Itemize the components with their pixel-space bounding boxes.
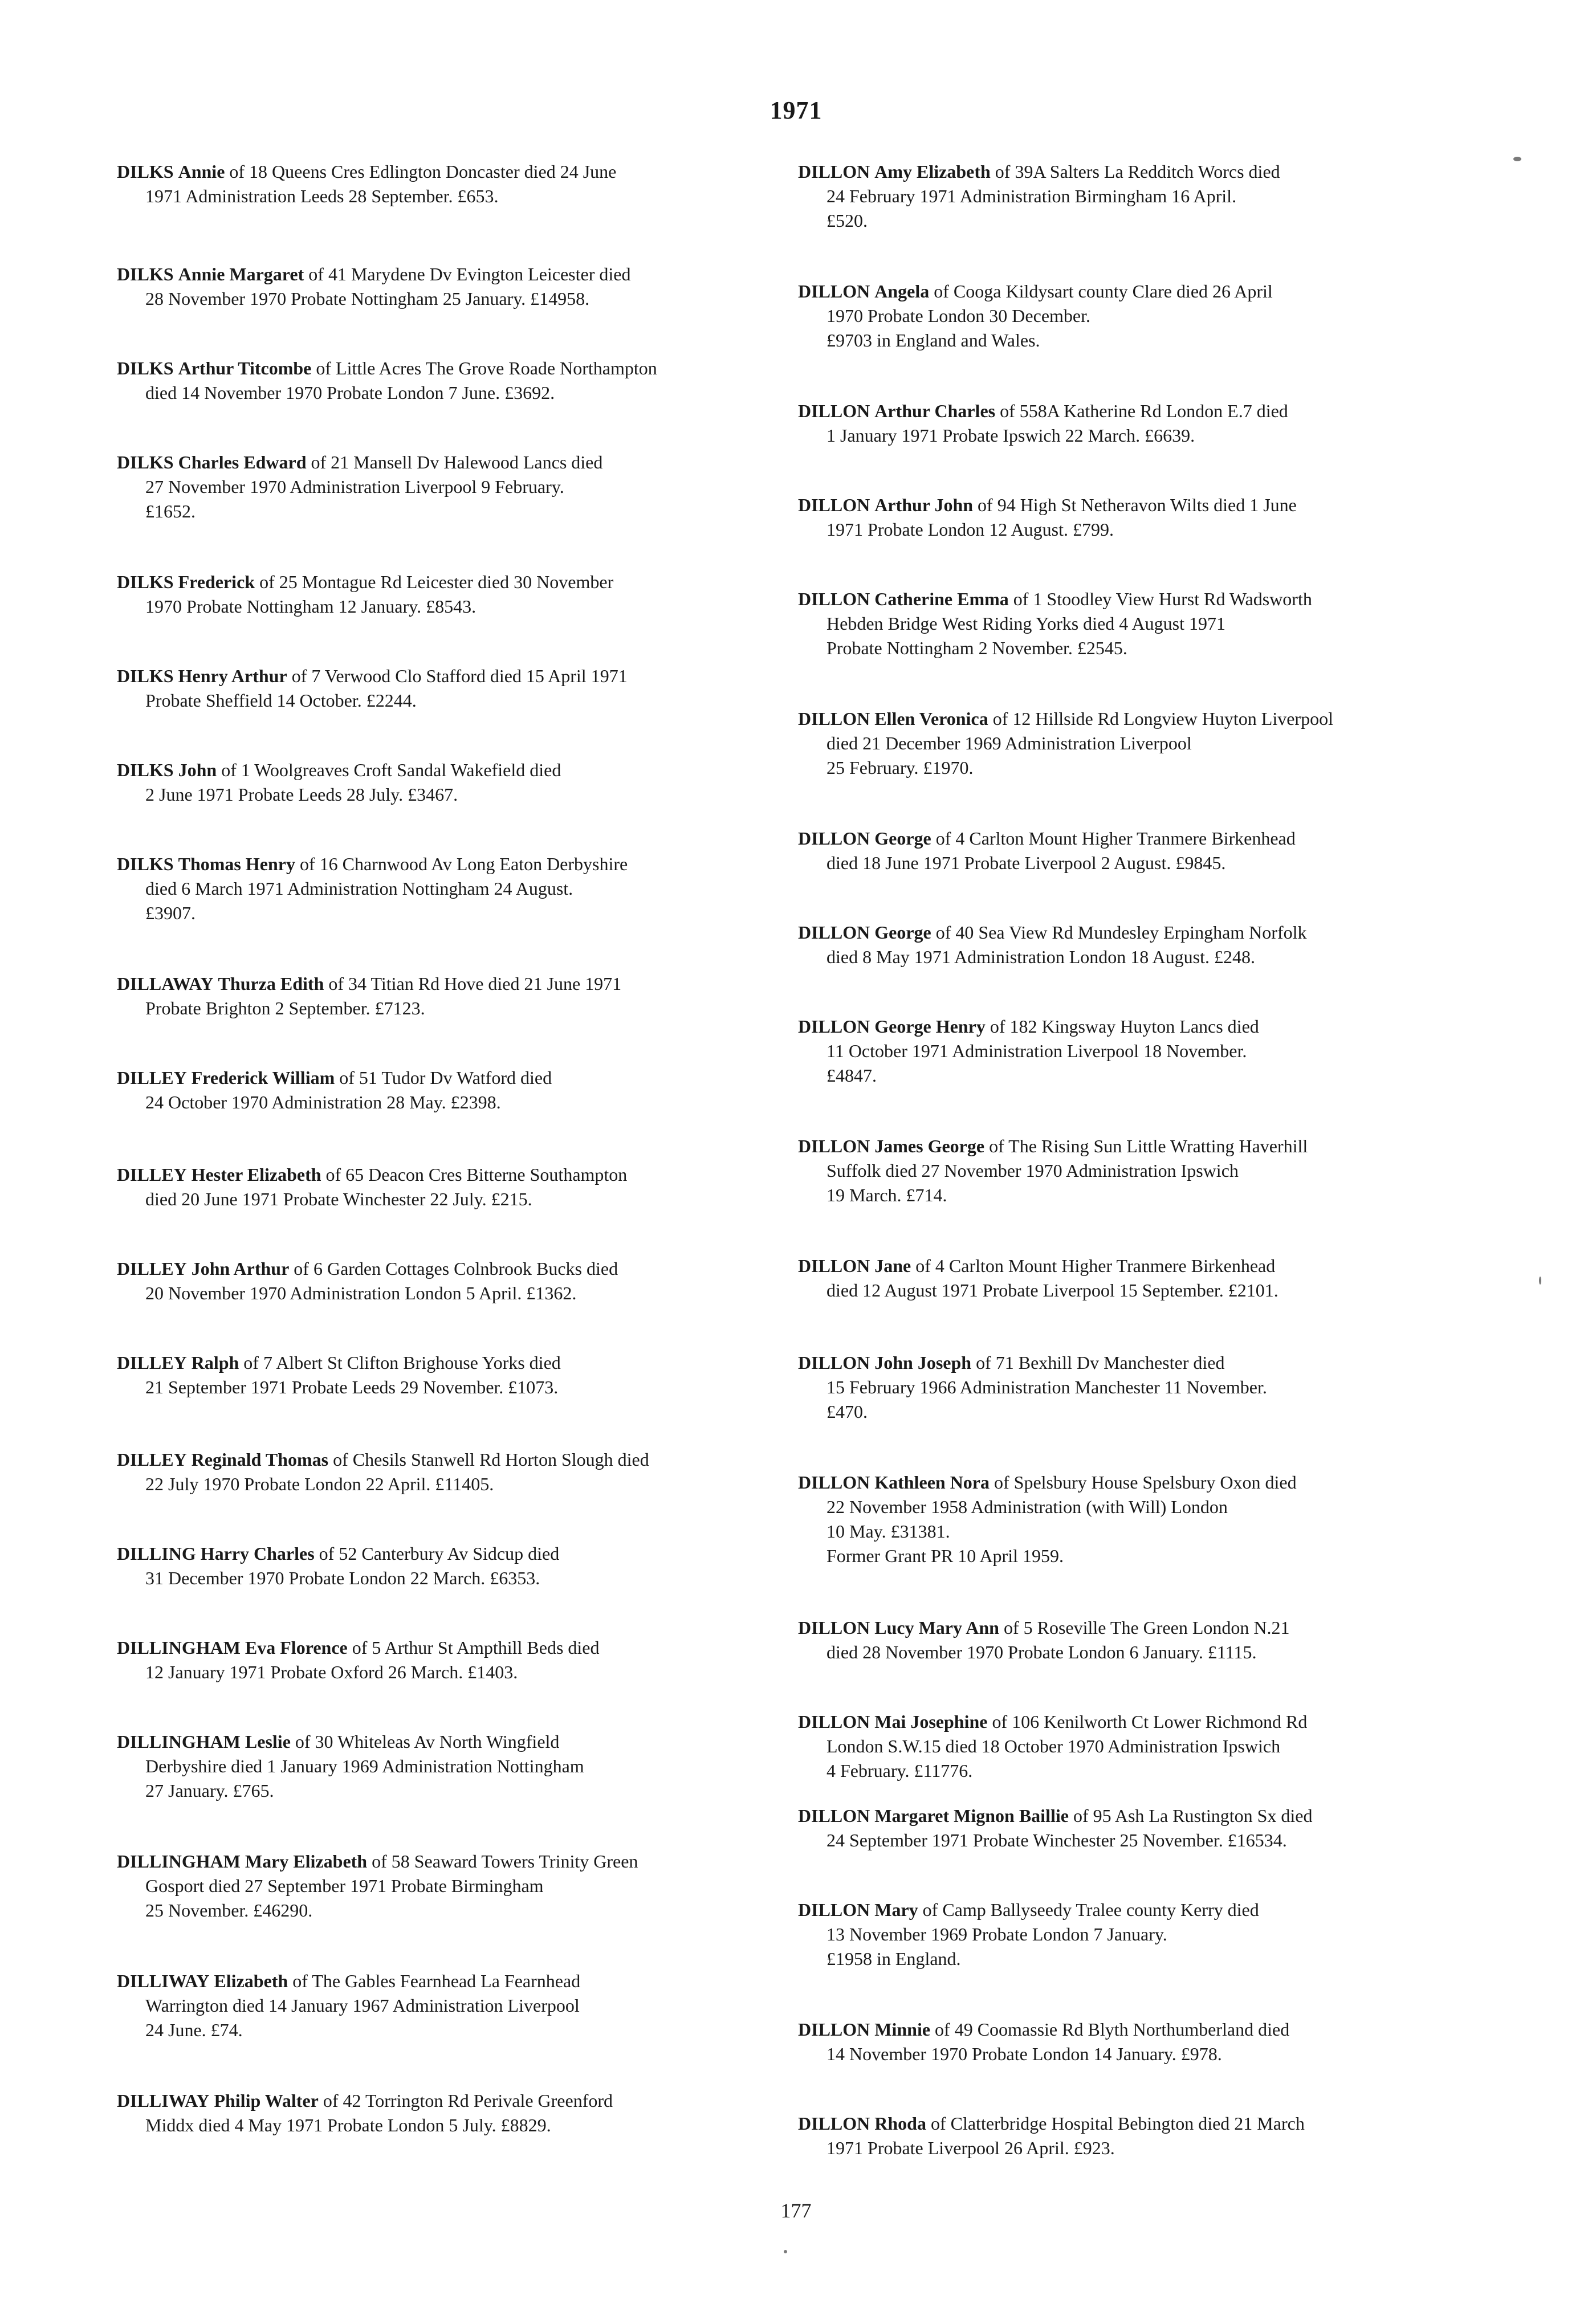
entry-forenames: John Arthur: [191, 1258, 290, 1279]
probate-entry: [117, 1542, 778, 1591]
entry-continuation-line: 2 June 1971 Probate Leeds 28 July. £3467.: [145, 784, 458, 805]
entry-forenames: Hester Elizabeth: [191, 1164, 321, 1185]
entry-continuation-line: 4 February. £11776.: [826, 1760, 973, 1781]
entry-continuation-line: 27 January. £765.: [145, 1780, 274, 1801]
probate-entry: [798, 399, 1476, 448]
entry-forenames: John Joseph: [874, 1352, 972, 1373]
entry-details: of 1 Stoodley View Hurst Rd Wadsworth: [1013, 589, 1312, 609]
entry-details: of 4 Carlton Mount Higher Tranmere Birkenhead: [915, 1255, 1276, 1276]
entry-first-line: [798, 1351, 1476, 1375]
entry-continuation-line: Derbyshire died 1 January 1969 Administration Nottingham: [145, 1756, 584, 1776]
entry-forenames: Eva Florence: [245, 1637, 348, 1658]
probate-entry: [798, 1470, 1476, 1568]
scan-speck: [784, 2250, 787, 2253]
probate-entry: [798, 1351, 1476, 1424]
entry-forenames: Rhoda: [874, 2113, 926, 2134]
entry-details: of 12 Hillside Rd Longview Huyton Liverpool: [992, 708, 1333, 729]
entry-first-line: [798, 1804, 1476, 1828]
entry-continuation-line: £9703 in England and Wales.: [826, 330, 1040, 350]
entry-surname: DILLON: [798, 495, 870, 515]
entry-continuation-line: 22 July 1970 Probate London 22 April. £11405.: [145, 1474, 494, 1494]
entry-details: of 21 Mansell Dv Halewood Lancs died: [311, 452, 603, 472]
entry-first-line: [798, 399, 1476, 423]
entry-forenames: Henry Arthur: [178, 666, 287, 686]
entry-continuation-line: £520.: [826, 210, 868, 231]
entry-surname: DILLEY: [117, 1449, 187, 1470]
entry-forenames: Ellen Veronica: [874, 708, 988, 729]
entry-continuation-line: £1958 in England.: [826, 1948, 961, 1969]
entry-continuation-line: died 18 June 1971 Probate Liverpool 2 August. £9845.: [826, 853, 1226, 873]
probate-entry: [798, 826, 1476, 875]
entry-first-line: [117, 356, 778, 381]
entry-first-line: [117, 262, 778, 287]
entry-details: of 34 Titian Rd Hove died 21 June 1971: [328, 973, 622, 994]
entry-surname: DILLON: [798, 2113, 870, 2134]
entry-first-line: [798, 587, 1476, 611]
entry-forenames: George: [874, 828, 931, 849]
probate-entry: [117, 1969, 778, 2042]
entry-details: of 30 Whiteleas Av North Wingfield: [295, 1731, 560, 1752]
entry-continuation-line: died 12 August 1971 Probate Liverpool 15 September. £2101.: [826, 1280, 1279, 1300]
entry-surname: DILLON: [798, 281, 870, 301]
probate-entry: [117, 1730, 778, 1803]
entry-forenames: Thurza Edith: [218, 973, 324, 994]
entry-forenames: Philip Walter: [214, 2090, 319, 2111]
entry-details: of 95 Ash La Rustington Sx died: [1073, 1805, 1313, 1826]
entry-surname: DILLON: [798, 589, 870, 609]
entry-surname: DILLEY: [117, 1067, 187, 1088]
probate-entry: [117, 664, 778, 713]
probate-entry: [798, 2017, 1476, 2066]
entry-details: of Cooga Kildysart county Clare died 26 April: [934, 281, 1273, 301]
entry-forenames: Amy Elizabeth: [874, 161, 991, 182]
entry-details: of The Rising Sun Little Wratting Haverhill: [989, 1136, 1308, 1156]
entry-continuation-line: 28 November 1970 Probate Nottingham 25 January. £14958.: [145, 288, 590, 309]
entry-forenames: Mary Elizabeth: [245, 1851, 368, 1872]
entry-surname: DILLON: [798, 1617, 870, 1638]
probate-entry: [798, 279, 1476, 353]
entry-continuation-line: 19 March. £714.: [826, 1185, 947, 1205]
entry-continuation-line: Probate Nottingham 2 November. £2545.: [826, 638, 1127, 658]
entry-first-line: [117, 1351, 778, 1375]
entry-details: of 558A Katherine Rd London E.7 died: [1000, 401, 1288, 421]
entry-details: of 51 Tudor Dv Watford died: [339, 1067, 552, 1088]
entry-first-line: [798, 2017, 1476, 2042]
probate-entry: [117, 356, 778, 405]
scan-speck: [1539, 1277, 1541, 1285]
entry-first-line: [798, 920, 1476, 945]
page-number: 177: [780, 2199, 812, 2222]
probate-entry: [117, 972, 778, 1021]
entry-first-line: [117, 1849, 778, 1874]
entry-continuation-line: 15 February 1966 Administration Manchester 11 November.: [826, 1377, 1267, 1397]
entry-forenames: John: [178, 760, 217, 780]
entry-forenames: George: [874, 922, 931, 943]
entry-continuation-line: 12 January 1971 Probate Oxford 26 March. £1403.: [145, 1662, 518, 1682]
entry-details: of 1 Woolgreaves Croft Sandal Wakefield died: [221, 760, 561, 780]
entry-details: of 49 Coomassie Rd Blyth Northumberland died: [935, 2019, 1290, 2040]
entry-details: of 6 Garden Cottages Colnbrook Bucks died: [294, 1258, 618, 1279]
entry-continuation-line: 24 September 1971 Probate Winchester 25 November. £16534.: [826, 1830, 1287, 1850]
entry-continuation-line: £470.: [826, 1401, 868, 1422]
entry-details: of Spelsbury House Spelsbury Oxon died: [994, 1472, 1297, 1493]
entry-surname: DILLON: [798, 828, 870, 849]
entry-surname: DILKS: [117, 452, 174, 472]
entry-details: of 40 Sea View Rd Mundesley Erpingham Norfolk: [935, 922, 1307, 943]
entry-surname: DILLON: [798, 161, 870, 182]
probate-entry: [798, 1710, 1476, 1783]
entry-details: of 58 Seaward Towers Trinity Green: [372, 1851, 638, 1872]
probate-entry: [117, 1636, 778, 1685]
entry-surname: DILLON: [798, 1136, 870, 1156]
entry-forenames: Reginald Thomas: [191, 1449, 329, 1470]
entry-continuation-line: 31 December 1970 Probate London 22 March. £6353.: [145, 1568, 540, 1588]
entry-first-line: [798, 493, 1476, 517]
entry-continuation-line: Probate Sheffield 14 October. £2244.: [145, 690, 417, 711]
entry-first-line: [117, 1730, 778, 1754]
entry-surname: DILLON: [798, 1805, 870, 1826]
entry-forenames: Thomas Henry: [178, 854, 295, 874]
probate-entry: [798, 707, 1476, 780]
entry-surname: DILLON: [798, 1711, 870, 1732]
entry-continuation-line: £3907.: [145, 903, 196, 923]
entry-first-line: [117, 1636, 778, 1660]
entry-continuation-line: 20 November 1970 Administration London 5 April. £1362.: [145, 1283, 577, 1303]
entry-details: of Chesils Stanwell Rd Horton Slough died: [333, 1449, 649, 1470]
entry-forenames: Arthur John: [874, 495, 974, 515]
entry-continuation-line: 1971 Administration Leeds 28 September. £653.: [145, 186, 499, 206]
entry-forenames: Frederick William: [191, 1067, 335, 1088]
entry-continuation-line: Gosport died 27 September 1971 Probate Birmingham: [145, 1875, 544, 1896]
entry-continuation-line: £4847.: [826, 1065, 877, 1086]
entry-surname: DILLEY: [117, 1258, 187, 1279]
probate-entry: [117, 570, 778, 619]
entry-first-line: [798, 1616, 1476, 1640]
entry-surname: DILKS: [117, 358, 174, 378]
entry-first-line: [117, 570, 778, 594]
entry-details: of 7 Albert St Clifton Brighouse Yorks died: [243, 1352, 561, 1373]
entry-continuation-line: 24 February 1971 Administration Birmingham 16 April.: [826, 186, 1237, 206]
entry-first-line: [117, 1066, 778, 1090]
entry-first-line: [798, 1254, 1476, 1278]
entry-continuation-line: 10 May. £31381.: [826, 1521, 950, 1542]
entry-continuation-line: died 21 December 1969 Administration Liverpool: [826, 733, 1192, 753]
entry-continuation-line: died 20 June 1971 Probate Winchester 22 July. £215.: [145, 1189, 532, 1209]
probate-entry: [798, 160, 1476, 233]
entry-details: of 94 High St Netheravon Wilts died 1 June: [978, 495, 1297, 515]
entry-first-line: [117, 664, 778, 688]
entry-forenames: Margaret Mignon Baillie: [874, 1805, 1069, 1826]
entry-continuation-line: Warrington died 14 January 1967 Administration Liverpool: [145, 1995, 580, 2016]
entry-forenames: Ralph: [191, 1352, 239, 1373]
entry-first-line: [117, 1969, 778, 1993]
entry-details: of 71 Bexhill Dv Manchester died: [976, 1352, 1225, 1373]
entry-continuation-line: Probate Brighton 2 September. £7123.: [145, 998, 425, 1018]
entry-surname: DILLON: [798, 1472, 870, 1493]
entry-first-line: [117, 852, 778, 876]
entry-details: of Clatterbridge Hospital Bebington died 21 March: [930, 2113, 1305, 2134]
probate-entry: [798, 1616, 1476, 1665]
entry-details: of The Gables Fearnhead La Fearnhead: [292, 1971, 581, 1991]
entry-surname: DILLON: [798, 1016, 870, 1037]
entry-first-line: [117, 1542, 778, 1566]
entry-surname: DILLON: [798, 708, 870, 729]
entry-surname: DILKS: [117, 854, 174, 874]
entry-surname: DILLIWAY: [117, 2090, 210, 2111]
probate-entry: [798, 1134, 1476, 1208]
entry-details: of 182 Kingsway Huyton Lancs died: [990, 1016, 1259, 1037]
entry-first-line: [117, 160, 778, 184]
entry-first-line: [117, 450, 778, 475]
entry-continuation-line: 24 October 1970 Administration 28 May. £2398.: [145, 1092, 501, 1112]
entry-details: of 5 Arthur St Ampthill Beds died: [352, 1637, 600, 1658]
entry-forenames: Arthur Titcombe: [178, 358, 312, 378]
entry-surname: DILLON: [798, 2019, 870, 2040]
entry-forenames: George Henry: [874, 1016, 986, 1037]
entry-forenames: James George: [874, 1136, 985, 1156]
entry-surname: DILLON: [798, 922, 870, 943]
entry-surname: DILLINGHAM: [117, 1731, 241, 1752]
entry-continuation-line: 1970 Probate Nottingham 12 January. £8543.: [145, 596, 477, 617]
probate-entry: [117, 262, 778, 311]
entry-first-line: [798, 160, 1476, 184]
entry-continuation-line: 11 October 1971 Administration Liverpool 18 November.: [826, 1041, 1247, 1061]
entry-surname: DILLON: [798, 401, 870, 421]
entry-forenames: Mai Josephine: [874, 1711, 988, 1732]
entry-details: of 5 Roseville The Green London N.21: [1003, 1617, 1290, 1638]
entry-first-line: [798, 1014, 1476, 1039]
probate-entry: [117, 160, 778, 209]
entry-continuation-line: 25 February. £1970.: [826, 757, 974, 778]
entry-forenames: Harry Charles: [200, 1543, 315, 1564]
entry-surname: DILLAWAY: [117, 973, 214, 994]
entry-forenames: Leslie: [245, 1731, 291, 1752]
entry-continuation-line: died 6 March 1971 Administration Nottingham 24 August.: [145, 878, 573, 899]
entry-surname: DILLING: [117, 1543, 196, 1564]
entry-forenames: Mary: [874, 1899, 918, 1920]
entry-surname: DILKS: [117, 161, 174, 182]
entry-first-line: [798, 2111, 1476, 2136]
entry-continuation-line: 24 June. £74.: [145, 2020, 243, 2040]
entry-details: of 106 Kenilworth Ct Lower Richmond Rd: [992, 1711, 1308, 1732]
entry-surname: DILLON: [798, 1899, 870, 1920]
entry-forenames: Annie: [178, 161, 225, 182]
entry-first-line: [117, 1448, 778, 1472]
entry-continuation-line: 13 November 1969 Probate London 7 January.: [826, 1924, 1167, 1944]
probate-entry: [117, 1849, 778, 1923]
entry-first-line: [798, 1710, 1476, 1734]
probate-entry: [798, 1254, 1476, 1303]
entry-continuation-line: 21 September 1971 Probate Leeds 29 November. £1073.: [145, 1377, 559, 1397]
entry-forenames: Lucy Mary Ann: [874, 1617, 999, 1638]
entry-forenames: Annie Margaret: [178, 264, 304, 284]
entry-forenames: Catherine Emma: [874, 589, 1009, 609]
entry-forenames: Elizabeth: [214, 1971, 288, 1991]
entry-continuation-line: Suffolk died 27 November 1970 Administration Ipswich: [826, 1160, 1239, 1181]
entry-first-line: [798, 1898, 1476, 1922]
entry-details: of 41 Marydene Dv Evington Leicester died: [308, 264, 631, 284]
entry-forenames: Angela: [874, 281, 930, 301]
entry-details: of 4 Carlton Mount Higher Tranmere Birkenhead: [935, 828, 1296, 849]
entry-details: of 42 Torrington Rd Perivale Greenford: [323, 2090, 613, 2111]
entry-continuation-line: 1971 Probate Liverpool 26 April. £923.: [826, 2138, 1115, 2158]
entry-forenames: Arthur Charles: [874, 401, 996, 421]
entry-continuation-line: Hebden Bridge West Riding Yorks died 4 August 1971: [826, 613, 1225, 634]
page-year-heading: 1971: [769, 96, 823, 124]
entry-details: of 65 Deacon Cres Bitterne Southampton: [325, 1164, 628, 1185]
entry-continuation-line: Former Grant PR 10 April 1959.: [826, 1546, 1064, 1566]
entry-details: of 7 Verwood Clo Stafford died 15 April 1971: [291, 666, 628, 686]
entry-details: of 52 Canterbury Av Sidcup died: [319, 1543, 560, 1564]
probate-entry: [117, 1351, 778, 1400]
entry-forenames: Charles Edward: [178, 452, 307, 472]
entry-continuation-line: 27 November 1970 Administration Liverpool 9 February.: [145, 476, 564, 497]
entry-continuation-line: 1971 Probate London 12 August. £799.: [826, 519, 1114, 540]
entry-surname: DILKS: [117, 760, 174, 780]
entry-surname: DILKS: [117, 264, 174, 284]
entry-forenames: Kathleen Nora: [874, 1472, 990, 1493]
entry-surname: DILLEY: [117, 1164, 187, 1185]
entry-details: of 16 Charnwood Av Long Eaton Derbyshire: [299, 854, 628, 874]
entry-details: of 39A Salters La Redditch Worcs died: [995, 161, 1280, 182]
entry-details: of Little Acres The Grove Roade Northampton: [316, 358, 657, 378]
entry-first-line: [798, 1470, 1476, 1495]
probate-entry: [798, 1804, 1476, 1853]
probate-entry: [117, 852, 778, 925]
entry-forenames: Jane: [874, 1255, 911, 1276]
probate-entry: [798, 1898, 1476, 1971]
entry-details: of 18 Queens Cres Edlington Doncaster died 24 June: [229, 161, 617, 182]
entry-continuation-line: Middx died 4 May 1971 Probate London 5 July. £8829.: [145, 2115, 551, 2135]
probate-entry: [798, 2111, 1476, 2160]
entry-continuation-line: died 8 May 1971 Administration London 18 August. £248.: [826, 947, 1255, 967]
entry-first-line: [117, 1163, 778, 1187]
scan-speck: [1513, 157, 1521, 161]
entry-first-line: [117, 758, 778, 782]
entry-continuation-line: London S.W.15 died 18 October 1970 Administration Ipswich: [826, 1736, 1281, 1756]
probate-entry: [798, 1014, 1476, 1088]
probate-entry: [117, 450, 778, 524]
probate-entry: [798, 493, 1476, 542]
entry-continuation-line: 1 January 1971 Probate Ipswich 22 March. £6639.: [826, 425, 1195, 446]
probate-entry: [117, 1163, 778, 1212]
entry-first-line: [117, 972, 778, 996]
entry-details: of 25 Montague Rd Leicester died 30 November: [259, 572, 614, 592]
entry-first-line: [117, 1257, 778, 1281]
entry-first-line: [798, 707, 1476, 731]
entry-first-line: [798, 1134, 1476, 1159]
entry-forenames: Minnie: [874, 2019, 931, 2040]
entry-first-line: [117, 2089, 778, 2113]
probate-entry: [117, 2089, 778, 2138]
probate-entry: [117, 1066, 778, 1115]
entry-surname: DILLON: [798, 1255, 870, 1276]
probate-entry: [798, 587, 1476, 660]
entry-surname: DILKS: [117, 572, 174, 592]
entry-surname: DILLEY: [117, 1352, 187, 1373]
probate-entry: [117, 758, 778, 807]
entry-forenames: Frederick: [178, 572, 255, 592]
entry-surname: DILLINGHAM: [117, 1637, 241, 1658]
entry-continuation-line: died 28 November 1970 Probate London 6 January. £1115.: [826, 1642, 1257, 1662]
entry-surname: DILLIWAY: [117, 1971, 210, 1991]
probate-entry: [798, 920, 1476, 969]
entry-continuation-line: 25 November. £46290.: [145, 1900, 313, 1921]
probate-entry: [117, 1257, 778, 1306]
entry-continuation-line: 14 November 1970 Probate London 14 January. £978.: [826, 2044, 1222, 2064]
entry-first-line: [798, 826, 1476, 851]
entry-first-line: [798, 279, 1476, 304]
entry-continuation-line: £1652.: [145, 501, 196, 521]
entry-continuation-line: 1970 Probate London 30 December.: [826, 305, 1090, 326]
entry-surname: DILLINGHAM: [117, 1851, 241, 1872]
entry-surname: DILLON: [798, 1352, 870, 1373]
entry-continuation-line: 22 November 1958 Administration (with Will) London: [826, 1497, 1228, 1517]
entry-continuation-line: died 14 November 1970 Probate London 7 June. £3692.: [145, 382, 555, 403]
probate-entry: [117, 1448, 778, 1497]
entry-details: of Camp Ballyseedy Tralee county Kerry died: [922, 1899, 1259, 1920]
entry-surname: DILKS: [117, 666, 174, 686]
